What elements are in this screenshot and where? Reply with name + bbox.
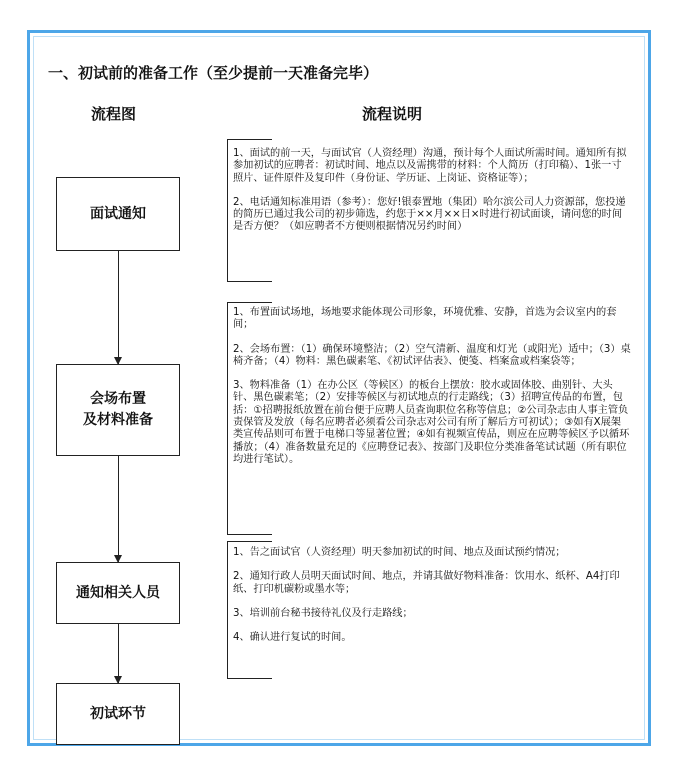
step-label: 初试环节: [90, 705, 146, 722]
step-box-notify-staff: [56, 562, 180, 624]
description-paragraph: 3、物料准备（1）在办公区（等候区）的板台上摆放：胶水或固体胶、曲别针、大头针、黑色碳素笔；（2）安排等候区与初试地点的行走路线；（3）招聘宣传品的布置，包括：①招聘报纸放置在前台便于应聘人员查询职位名称等信息；②公司杂志由人事主管负责保管及发放（每名应聘者必须看公司杂志对公司有所了解后方可初试）；③如有X展架类宣传品则可布置于电梯口等显著位置；④如有视频宣传品，则应在应聘等候区予以循环播放；（4）准备数量充足的《应聘登记表》、按部门及职位分类准备笔试试题（所有职位均进行笔试）。: [233, 380, 630, 465]
step-description-notify-staff: [233, 547, 631, 656]
description-paragraph: 1、面试的前一天，与面试官（人资经理）沟通，预计每个人面试所需时间。通知所有拟参加初试的应聘者：初试时间、地点以及需携带的材料：个人简历（打印稿）、1张一寸照片、证件原件及复印件（身份证、学历证、上岗证、资格证等）；: [233, 148, 627, 184]
step-box-venue-setup: [56, 364, 180, 456]
step-label: 通知相关人员: [76, 584, 160, 601]
arrow-down: [118, 251, 119, 364]
arrow-down: [118, 456, 119, 562]
flowchart-header: 流程图: [91, 105, 137, 123]
step-description-venue-setup: [233, 307, 631, 478]
description-paragraph: 2、会场布置：（1）确保环境整洁；（2）空气清新、温度和灯光（或阳光）适中；（3）桌椅齐备；（4）物料：黑色碳素笔、《初试评估表》、便笺、档案盒或档案袋等；: [233, 343, 631, 367]
step-description-interview-notice: [233, 148, 631, 246]
step-label: 面试通知: [90, 205, 146, 222]
explanation-header: 流程说明: [362, 105, 423, 123]
description-paragraph: 1、布置面试场地，场地要求能体现公司形象，环境优雅、安静，首选为会议室内的套间；: [233, 307, 617, 331]
step-box-interview-notice: [56, 177, 180, 251]
arrow-down: [118, 624, 119, 683]
description-paragraph: 1、告之面试官（人资经理）明天参加初试的时间、地点及面试预约情况；: [233, 547, 566, 558]
description-paragraph: 3、培训前台秘书接待礼仪及行走路线；: [233, 607, 413, 619]
section-title: 一、初试前的准备工作（至少提前一天准备完毕）: [48, 64, 379, 82]
description-paragraph: 2、通知行政人员明天面试时间、地点，并请其做好物料准备：饮用水、纸杯、A4打印纸、打印机碳粉或墨水等；: [233, 571, 620, 595]
description-paragraph: 2、电话通知标准用语（参考）：您好!银泰置地（集团）哈尔滨公司人力资源部，您投递的简历已通过我公司的初步筛选，约您于××月××日×时进行初试面谈，请问您的时间是否方便？（如应聘者不方便则根据情况另约时间）: [233, 196, 626, 233]
description-paragraph: 4、确认进行复试的时间。: [233, 632, 352, 644]
step-label: 会场布置 及材料准备: [83, 391, 153, 428]
step-box-initial-interview: [56, 683, 180, 745]
